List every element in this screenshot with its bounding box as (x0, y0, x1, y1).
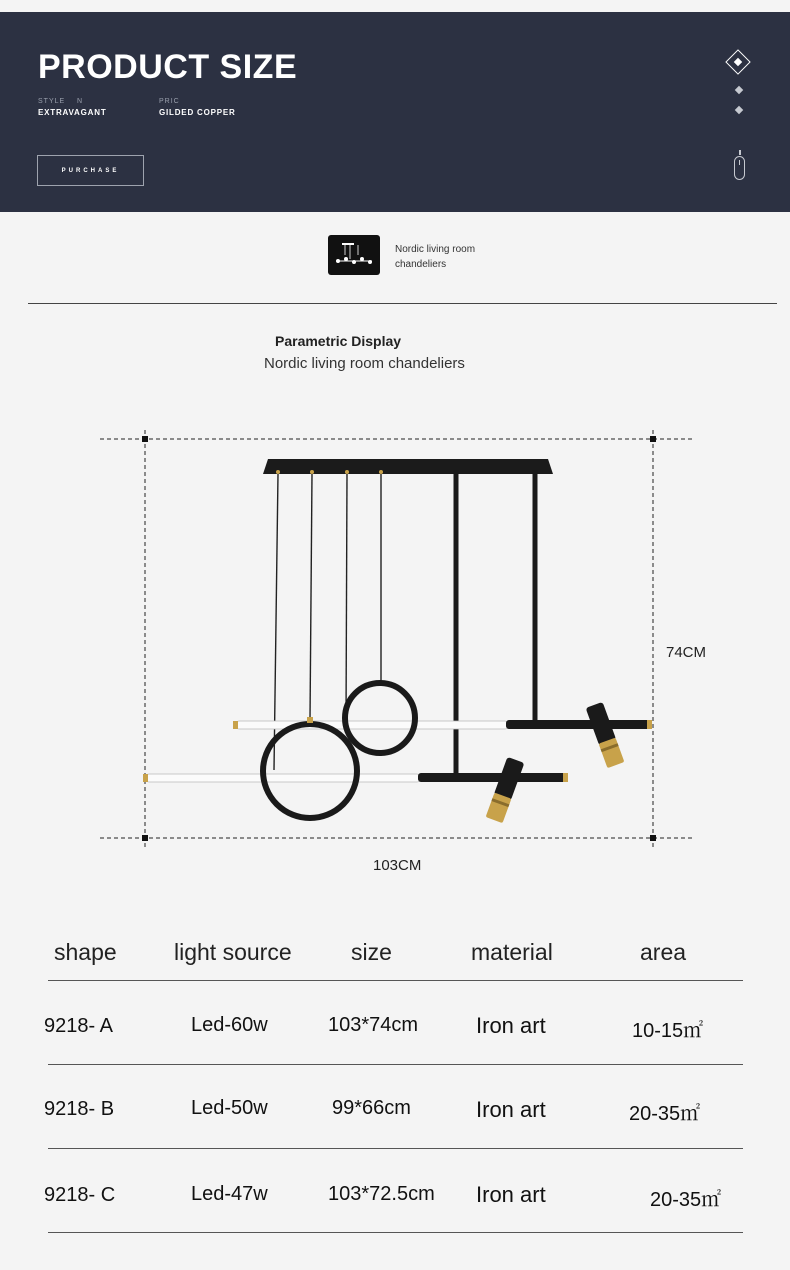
spec-style-key: STYLE N (38, 98, 84, 105)
cell-area: 10-15㎡ (632, 1020, 704, 1042)
chandelier-thumbnail-icon (328, 235, 380, 275)
cell-size: 103*72.5cm (328, 1183, 435, 1205)
header-area: area (640, 939, 687, 965)
category-label (395, 242, 515, 272)
cell-shape: 9218- B (44, 1098, 115, 1120)
cell-light-source: Led-50w (191, 1097, 268, 1119)
black-bar-lower (418, 773, 566, 782)
header-shape: shape (54, 939, 117, 965)
cell-light-source: Led-47w (191, 1183, 268, 1205)
header-light-source: light source (174, 939, 292, 965)
header-material: material (471, 939, 553, 965)
spec-price-key: PRIC (159, 98, 180, 105)
led-bar-upper (236, 721, 508, 729)
cell-area: 20-35㎡ (629, 1103, 701, 1125)
cell-shape: 9218- A (44, 1015, 113, 1037)
category-line-1: Nordic living room (395, 244, 476, 255)
header-size: size (351, 939, 392, 965)
cell-shape: 9218- C (44, 1184, 116, 1206)
cell-material: Iron art (476, 1013, 546, 1038)
divider (28, 303, 777, 304)
row-divider (48, 980, 743, 981)
led-bar-lower (146, 774, 420, 782)
nav-diamond-active-icon[interactable] (725, 49, 750, 74)
row-divider (48, 1148, 743, 1149)
ceiling-canopy (263, 459, 553, 474)
width-dimension-label: 103CM (373, 857, 422, 874)
ring-large (263, 724, 357, 818)
cell-material: Iron art (476, 1182, 546, 1207)
parametric-subtitle: Nordic living room chandeliers (264, 355, 465, 372)
parametric-title: Parametric Display (275, 333, 402, 349)
spotlight-lower (486, 757, 525, 823)
cell-light-source: Led-60w (191, 1014, 268, 1036)
cell-area: 20-35㎡ (650, 1189, 722, 1211)
category-line-2: chandeliers (395, 259, 447, 270)
product-size-banner (0, 12, 790, 212)
scroll-mouse-icon (734, 156, 745, 180)
cell-material: Iron art (476, 1097, 546, 1122)
dimension-frame (100, 430, 695, 848)
row-divider (48, 1232, 743, 1233)
chandelier-dimension-diagram (0, 420, 790, 860)
cell-size: 103*74cm (328, 1014, 419, 1036)
spec-style (38, 98, 107, 117)
purchase-button[interactable]: PURCHASE (37, 155, 144, 186)
black-bar-upper (506, 720, 650, 729)
page-title: PRODUCT SIZE (38, 48, 298, 86)
nav-diamond-icon[interactable] (735, 86, 743, 94)
spec-price (159, 98, 236, 117)
nav-diamond-icon[interactable] (735, 106, 743, 114)
spotlight-upper (586, 702, 625, 768)
scroll-tick (739, 150, 741, 155)
spec-style-value: EXTRAVAGANT (38, 108, 107, 117)
cell-size: 99*66cm (332, 1097, 411, 1119)
height-dimension-label: 74CM (666, 644, 707, 661)
ring-small (345, 683, 415, 753)
row-divider (48, 1064, 743, 1065)
spec-price-value: GILDED COPPER (159, 108, 236, 117)
top-strip (0, 0, 790, 12)
